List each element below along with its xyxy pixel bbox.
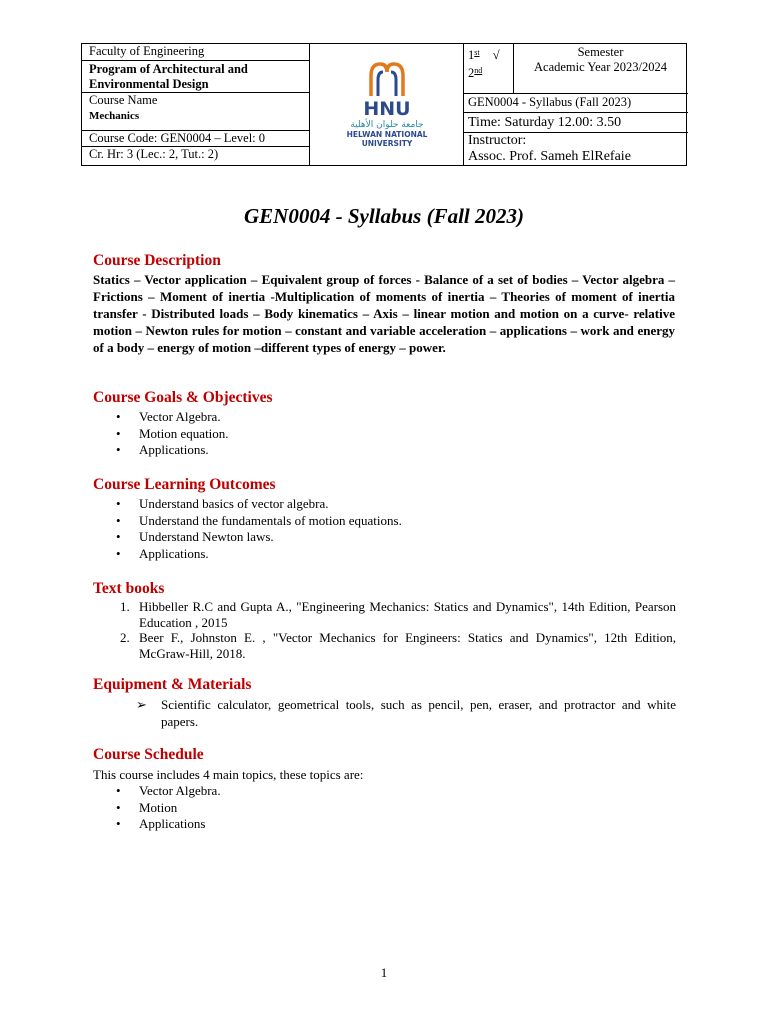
svg-text:HELWAN NATIONAL: HELWAN NATIONAL <box>346 130 428 139</box>
faculty-name: Faculty of Engineering <box>89 44 205 58</box>
page-number: 1 <box>380 965 388 980</box>
program-name: Program of Architectural and Environmental Design <box>89 62 248 91</box>
svg-text:UNIVERSITY: UNIVERSITY <box>361 139 413 148</box>
course-description-text: Statics – Vector application – Equivalent group of forces - Balance of a set of bodies – Vector algebra –Frictions – Moment of inertia -Multiplication of moments of inertia – Theories of moment of inertia transfer - Distributed loads – Body kinematics – Axis – linear motion and motion on a curve- relative motion – Newton rules for motion – constant and variable acceleration – applications – work and energy of a body – energy of motion –different types of energy – power. <box>93 272 675 355</box>
svg-text:جامعة حلوان الأهلية: جامعة حلوان الأهلية <box>350 120 424 130</box>
course-code: Course Code: GEN0004 – Level: 0 <box>89 131 266 145</box>
header-table <box>81 43 687 166</box>
arrow-bullet-icon: ➢ <box>136 697 147 712</box>
semester-label: Semester <box>577 45 624 59</box>
equipment-heading: Equipment & Materials <box>93 676 252 693</box>
course-name: Mechanics <box>89 110 140 122</box>
academic-year: Academic Year 2023/2024 <box>534 60 667 74</box>
schedule-intro: This course includes 4 main topics, these topics are: <box>93 767 364 782</box>
page-title: GEN0004 - Syllabus (Fall 2023) <box>243 204 524 228</box>
semester-first: 1st √ <box>468 48 500 62</box>
university-logo <box>337 54 437 154</box>
course-description-heading: Course Description <box>93 252 221 269</box>
svg-text:HNU: HNU <box>363 98 411 120</box>
outcomes-heading: Course Learning Outcomes <box>93 476 276 493</box>
goals-heading: Course Goals & Objectives <box>93 389 273 406</box>
list-item: ➢ Scientific calculator, geometrical tools, such as pencil, pen, eraser, and protractor and white papers. <box>136 697 676 729</box>
course-name-label: Course Name <box>89 93 158 107</box>
instructor-name: Assoc. Prof. Sameh ElRefaie <box>468 149 631 164</box>
schedule-heading: Course Schedule <box>93 746 204 763</box>
class-time: Time: Saturday 12.00: 3.50 <box>468 115 622 130</box>
list-item: 2. Beer F., Johnston E. , "Vector Mechanics for Engineers: Statics and Dynamics", 12th Edition, McGraw-Hill, 2018. <box>120 630 676 661</box>
hnu-logo-icon <box>337 54 437 154</box>
check-icon: √ <box>492 48 500 62</box>
instructor-label: Instructor: <box>468 133 527 148</box>
list-item: 1. Hibbeller R.C and Gupta A., "Engineering Mechanics: Statics and Dynamics", 14th Edition, Pearson Education , 2015 <box>120 599 676 630</box>
textbooks-heading: Text books <box>93 580 165 597</box>
semester-second: 2nd <box>468 66 483 80</box>
credit-hours: Cr. Hr: 3 (Lec.: 2, Tut.: 2) <box>89 147 219 161</box>
syllabus-ref: GEN0004 - Syllabus (Fall 2023) <box>468 95 632 109</box>
